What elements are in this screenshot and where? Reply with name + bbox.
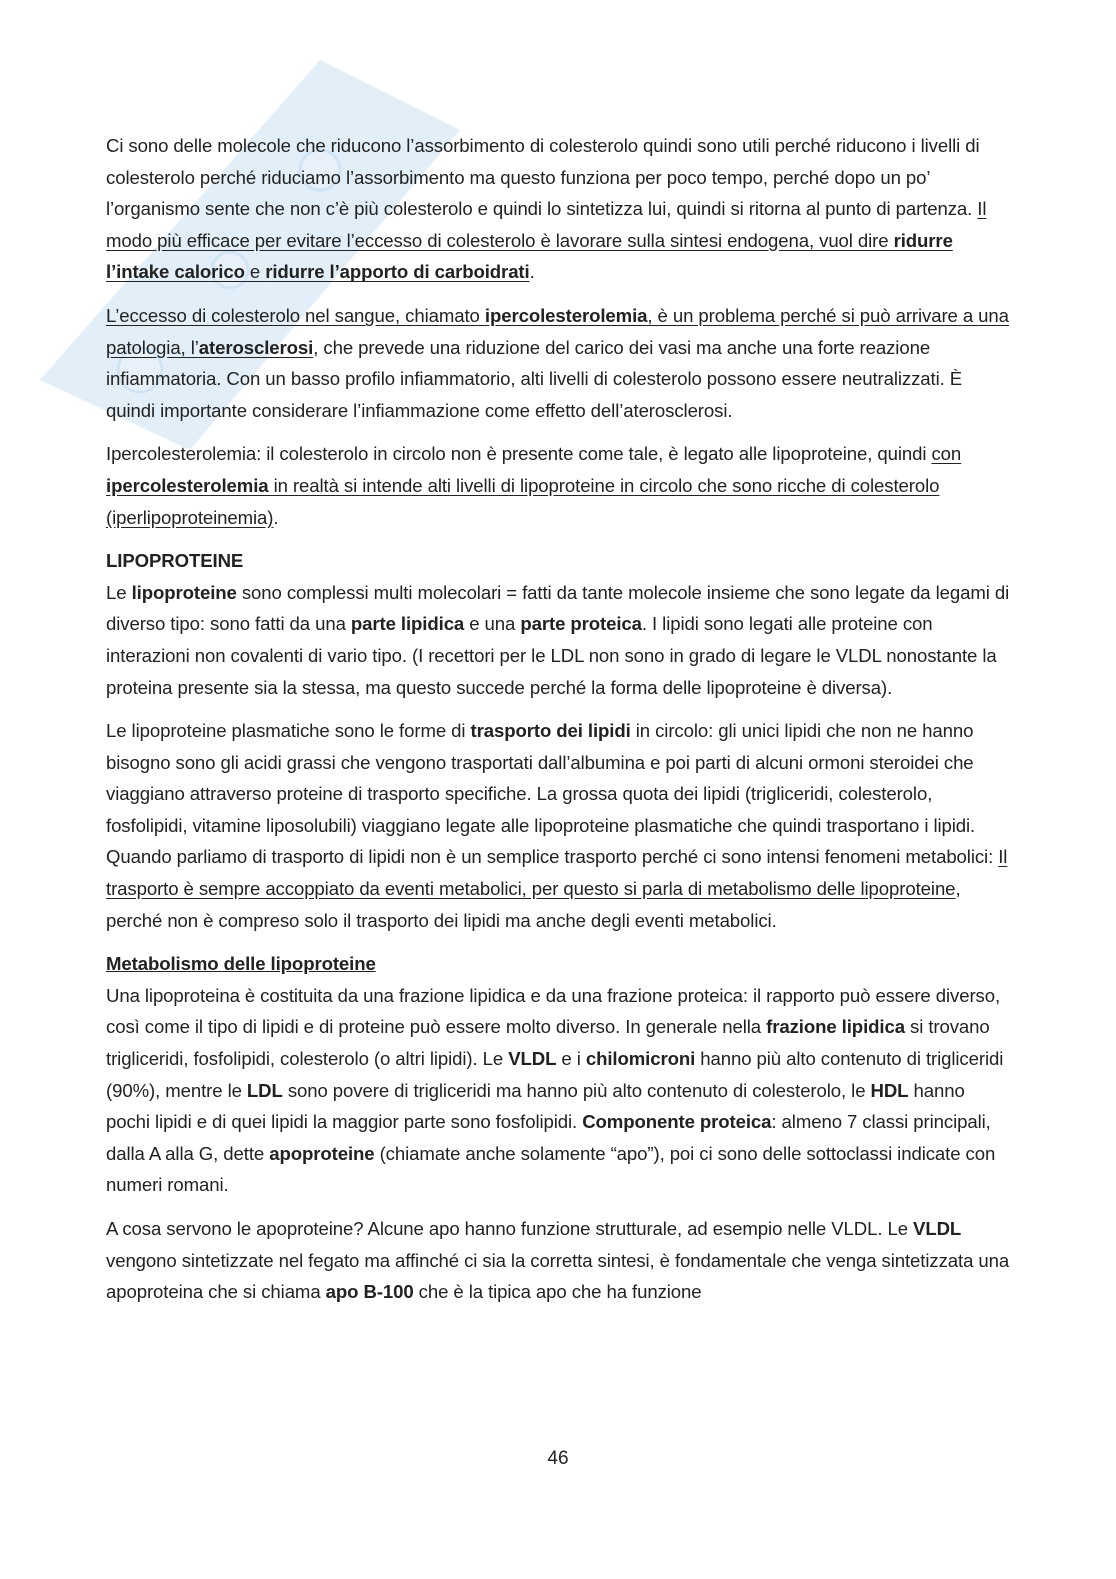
- text-run: HDL: [870, 1079, 909, 1101]
- text-run: frazione lipidica: [766, 1016, 905, 1038]
- text-run: apo B-100: [325, 1281, 414, 1303]
- paragraph-lipoproteine-circolo: [106, 438, 1011, 533]
- text-run: VLDL: [913, 1218, 962, 1239]
- paragraph-composizione: [106, 980, 1011, 1201]
- text-run: parte proteica: [520, 613, 642, 635]
- text-run: in circolo: gli unici lipidi che non ne hanno bisogno sono gli acidi grassi che vengono trasportati dall’albumina e poi parti di alcuni ormoni steroidei che viaggiano attraverso proteine di trasporto specifiche. La grossa quota dei lipidi (trigliceridi, colesterolo, fosfolipidi, vitamine liposolubili) viaggiano legate alle lipoproteine plasmatiche che quindi trasportano i lipidi. Quando parliamo di trasporto di lipidi non è un semplice trasporto perché ci sono intensi fenomeni metabolici:: [106, 720, 999, 868]
- text-run: sono povere di trigliceridi ma hanno più alto contenuto di colesterolo, le: [282, 1079, 871, 1101]
- text-run: ridurre l’apporto di carboidrati: [265, 261, 530, 283]
- text-run: sono complessi multi molecolari = fatti da tante molecole insieme che sono legate da legami di diverso tipo: sono fatti da una: [106, 581, 1010, 635]
- text-run: e i: [556, 1048, 586, 1070]
- text-run: parte lipidica: [350, 613, 465, 635]
- text-run: hanno pochi lipidi e di quei lipidi la maggior parte sono fosfolipidi.: [106, 1079, 965, 1133]
- text-run: Il trasporto è sempre accoppiato da eventi metabolici, per questo si parla di metabolismo delle lipoproteine: [106, 846, 1008, 900]
- text-run: : almeno 7 classi principali, dalla A alla G, dette: [106, 1111, 991, 1164]
- text-run: .: [529, 261, 535, 283]
- text-run: vengono sintetizzate nel fegato ma affinché ci sia la corretta sintesi, è fondamentale che venga sintetizzata una apoproteina che si chiama: [106, 1249, 1010, 1303]
- text-run: aterosclerosi: [198, 336, 314, 358]
- text-run: e una: [464, 613, 521, 635]
- text-run: Le: [106, 581, 132, 603]
- text-run: Componente proteica: [582, 1111, 772, 1133]
- text-run: , è un problema perché si può arrivare a una patologia, l’: [106, 304, 1009, 358]
- text-run: Il modo più efficace per evitare l’eccesso di colesterolo è lavorare sulla sintesi endogena, vuol dire: [106, 198, 987, 251]
- text-run: con: [931, 443, 962, 465]
- text-run: ipercolesterolemia: [484, 304, 648, 326]
- text-run: (chiamate anche solamente “apo”), poi ci sono delle sottoclassi indicate con numeri romani.: [106, 1142, 996, 1196]
- paragraph-apoproteine: [106, 1213, 1011, 1308]
- text-run: . I lipidi sono legati alle proteine con interazioni non covalenti di vario tipo. (I recettori per le LDL non sono in grado di legare le VLDL nonostante la proteina presente sia la stessa, ma questo succede perché la forma delle lipoproteine è diversa).: [106, 613, 997, 698]
- text-run: Le lipoproteine plasmatiche sono le forme di: [106, 720, 471, 742]
- text-run: , che prevede una riduzione del carico dei vasi ma anche una forte reazione infiammatoria. Con un basso profilo infiammatorio, alti livelli di colesterolo possono essere neutralizzati. È quindi importante considerare l’infiammazione come effetto dell’aterosclerosi.: [106, 336, 963, 421]
- paragraph-lipoproteine-definizione: [106, 577, 1011, 703]
- text-run: trasporto dei lipidi: [470, 720, 631, 742]
- heading-lipoproteine: LIPOPROTEINE: [106, 550, 244, 572]
- text-run: VLDL: [508, 1048, 557, 1070]
- text-run: apoproteine: [269, 1142, 375, 1164]
- text-run: Ipercolesterolemia: il colesterolo in circolo non è presente come tale, è legato alle lipoproteine, quindi: [106, 443, 932, 465]
- paragraph-assorbimento: [106, 130, 1011, 288]
- text-run: , perché non è compreso solo il trasporto dei lipidi ma anche degli eventi metabolici.: [106, 878, 961, 931]
- page-number: 46: [547, 1448, 569, 1469]
- paragraph-ipercolesterolemia: [106, 300, 1011, 426]
- text-run: .: [273, 506, 279, 528]
- heading-metabolismo: Metabolismo delle lipoproteine: [106, 953, 376, 975]
- text-run: Una lipoproteina è costituita da una frazione lipidica e da una frazione proteica: il rapporto può essere diverso, così come il tipo di lipidi e di proteine può essere molto diverso. In generale nella: [106, 984, 1001, 1038]
- text-run: ridurre l’intake calorico: [106, 229, 953, 283]
- text-run: hanno più alto contenuto di trigliceridi (90%), mentre le: [106, 1048, 1004, 1101]
- paragraph-trasporto-lipidi: [106, 715, 1011, 936]
- text-run: in realtà si intende alti livelli di lipoproteine in circolo che sono ricche di colesterolo (iperlipoproteinemia): [106, 474, 940, 528]
- text-run: e: [244, 261, 266, 283]
- text-run: si trovano trigliceridi, fosfolipidi, colesterolo (o altri lipidi). Le: [106, 1016, 990, 1070]
- text-run: L’eccesso di colesterolo nel sangue, chiamato: [106, 304, 485, 326]
- text-run: A cosa servono le apoproteine? Alcune apo hanno funzione strutturale, ad esempio nelle VLDL. Le: [106, 1218, 914, 1239]
- text-run: LDL: [246, 1079, 283, 1101]
- text-run: lipoproteine: [131, 581, 237, 603]
- document-page: [106, 130, 1011, 1320]
- text-run: ipercolesterolemia: [106, 474, 269, 496]
- text-run: chilomicroni: [585, 1048, 696, 1070]
- text-run: che è la tipica apo che ha funzione: [413, 1281, 702, 1303]
- text-run: Ci sono delle molecole che riducono l’assorbimento di colesterolo quindi sono utili perché riducono i livelli di colesterolo perché riduciamo l’assorbimento ma questo funziona per poco tempo, perché dopo un po’ l’organismo sente che non c’è più colesterolo e quindi lo sintetizza lui, quindi si ritorna al punto di partenza.: [106, 135, 980, 220]
